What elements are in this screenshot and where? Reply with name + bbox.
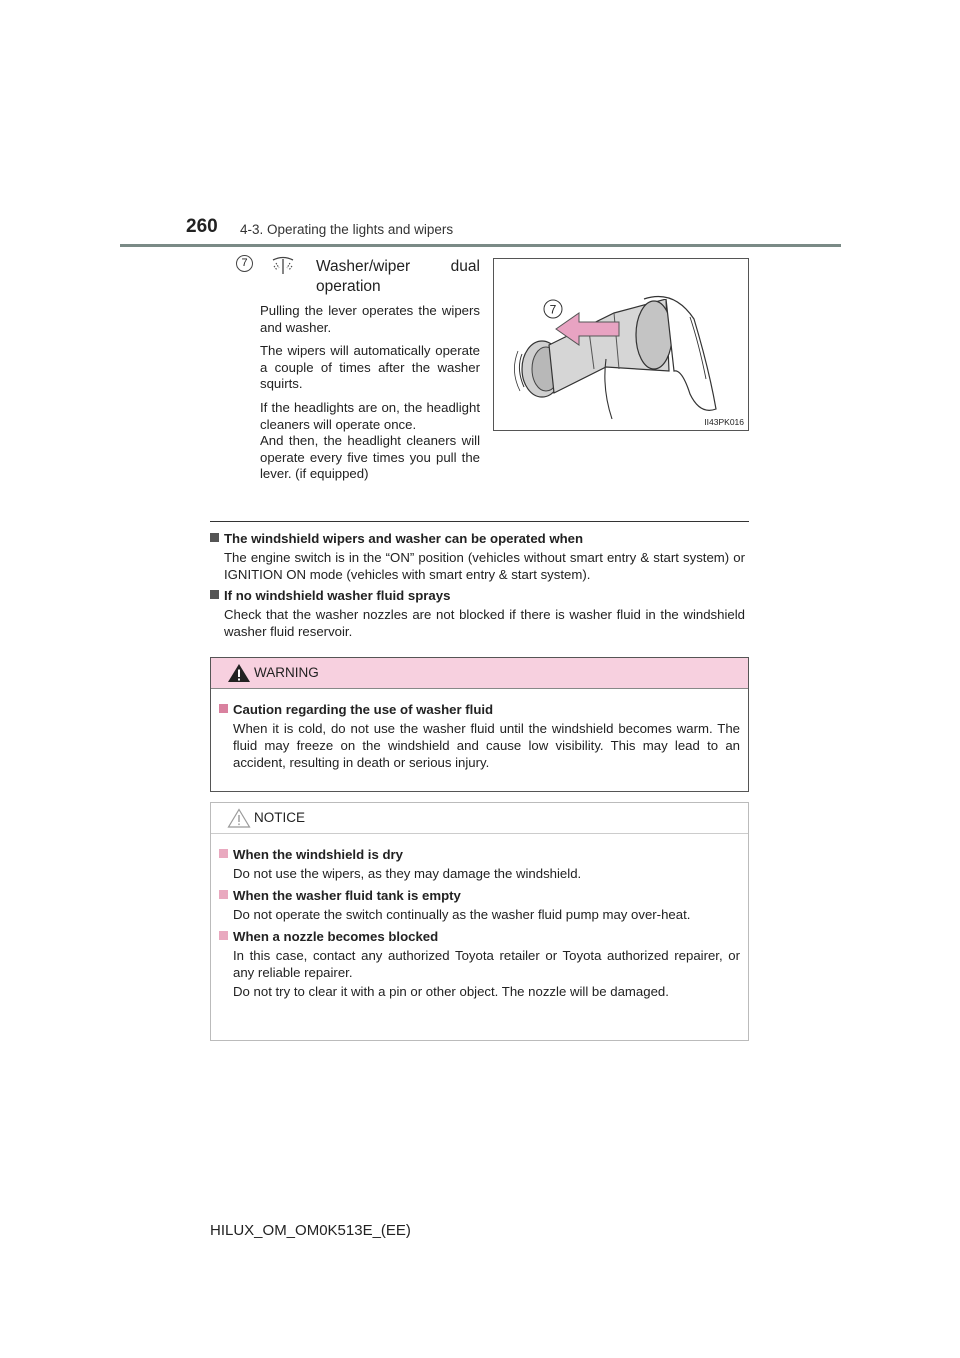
note-heading xyxy=(210,530,745,547)
item-paragraph: And then, the headlight cleaners will operate every five times you pull the lever. (if equipped) xyxy=(260,433,480,482)
notice-heading xyxy=(219,887,740,904)
bullet-square-icon xyxy=(210,590,219,599)
warning-content xyxy=(211,689,748,771)
note-body: Check that the washer nozzles are not blocked if there is washer fluid in the windshield washer fluid reservoir. xyxy=(224,607,745,639)
notice-heading-text: When the washer fluid tank is empty xyxy=(233,888,461,903)
notice-heading xyxy=(219,846,740,863)
warning-body: When it is cold, do not use the washer fluid until the windshield becomes warm. The fluid may freeze on the windshield and cause low visibility. This may lead to an accident, resulting in death or serious injury. xyxy=(233,721,740,770)
warning-triangle-icon xyxy=(227,663,251,683)
warning-label: WARNING xyxy=(254,665,319,680)
notice-header xyxy=(211,803,748,834)
item-paragraph: Pulling the lever operates the wipers and washer. xyxy=(260,303,480,335)
notice-body: Do not try to clear it with a pin or other object. The nozzle will be damaged. xyxy=(233,984,669,999)
bullet-square-icon xyxy=(219,931,228,940)
item-title-line2: operation xyxy=(316,278,381,295)
item-description xyxy=(260,303,480,483)
note-heading xyxy=(210,587,745,604)
item-paragraph: The wipers will automatically operate a couple of times after the washer squirts. xyxy=(260,343,480,392)
notice-heading-text: When the windshield is dry xyxy=(233,847,403,862)
lever-illustration xyxy=(493,258,749,431)
notice-body: Do not operate the switch continually as the washer fluid pump may over-heat. xyxy=(233,907,691,922)
bullet-square-icon xyxy=(210,533,219,542)
item-number-badge: 7 xyxy=(236,255,253,272)
notice-triangle-icon xyxy=(227,808,251,828)
notice-heading xyxy=(219,928,740,945)
note-heading-text: The windshield wipers and washer can be operated when xyxy=(224,531,584,546)
bullet-square-icon xyxy=(219,704,228,713)
notice-content xyxy=(211,834,748,1000)
item-paragraph: If the headlights are on, the headlight cleaners will operate once. xyxy=(260,399,480,432)
bullet-square-icon xyxy=(219,890,228,899)
note-heading-text: If no windshield washer fluid sprays xyxy=(224,588,451,603)
notice-body: In this case, contact any authorized Toyota retailer or Toyota authorized repairer, or any reliable repairer. xyxy=(233,948,740,980)
warning-box xyxy=(210,657,749,792)
notice-body: Do not use the wipers, as they may damage the windshield. xyxy=(233,866,582,881)
notice-box xyxy=(210,802,749,1041)
washer-wiper-icon xyxy=(270,255,296,277)
notice-heading-text: When a nozzle becomes blocked xyxy=(233,929,439,944)
header-rule xyxy=(120,244,841,247)
notice-label: NOTICE xyxy=(254,810,306,825)
item-title: Washer/wiper dual xyxy=(316,258,480,275)
section-divider xyxy=(210,521,749,522)
warning-header xyxy=(211,658,748,689)
warning-heading xyxy=(219,701,740,718)
notes-section xyxy=(210,530,745,644)
warning-heading-text: Caution regarding the use of washer fluid xyxy=(233,702,494,717)
bullet-square-icon xyxy=(219,849,228,858)
note-body: The engine switch is in the “ON” position (vehicles without smart entry & start system) or IGNITION ON mode (vehicles with smart entry & start system). xyxy=(224,550,745,582)
section-title: 4-3. Operating the lights and wipers xyxy=(240,222,454,237)
figure-callout: 7 xyxy=(549,302,557,317)
document-code: HILUX_OM_OM0K513E_(EE) xyxy=(210,1222,411,1239)
page-number: 260 xyxy=(186,216,218,237)
lever-drawing xyxy=(494,259,748,430)
figure-code: II43PK016 xyxy=(704,417,744,427)
